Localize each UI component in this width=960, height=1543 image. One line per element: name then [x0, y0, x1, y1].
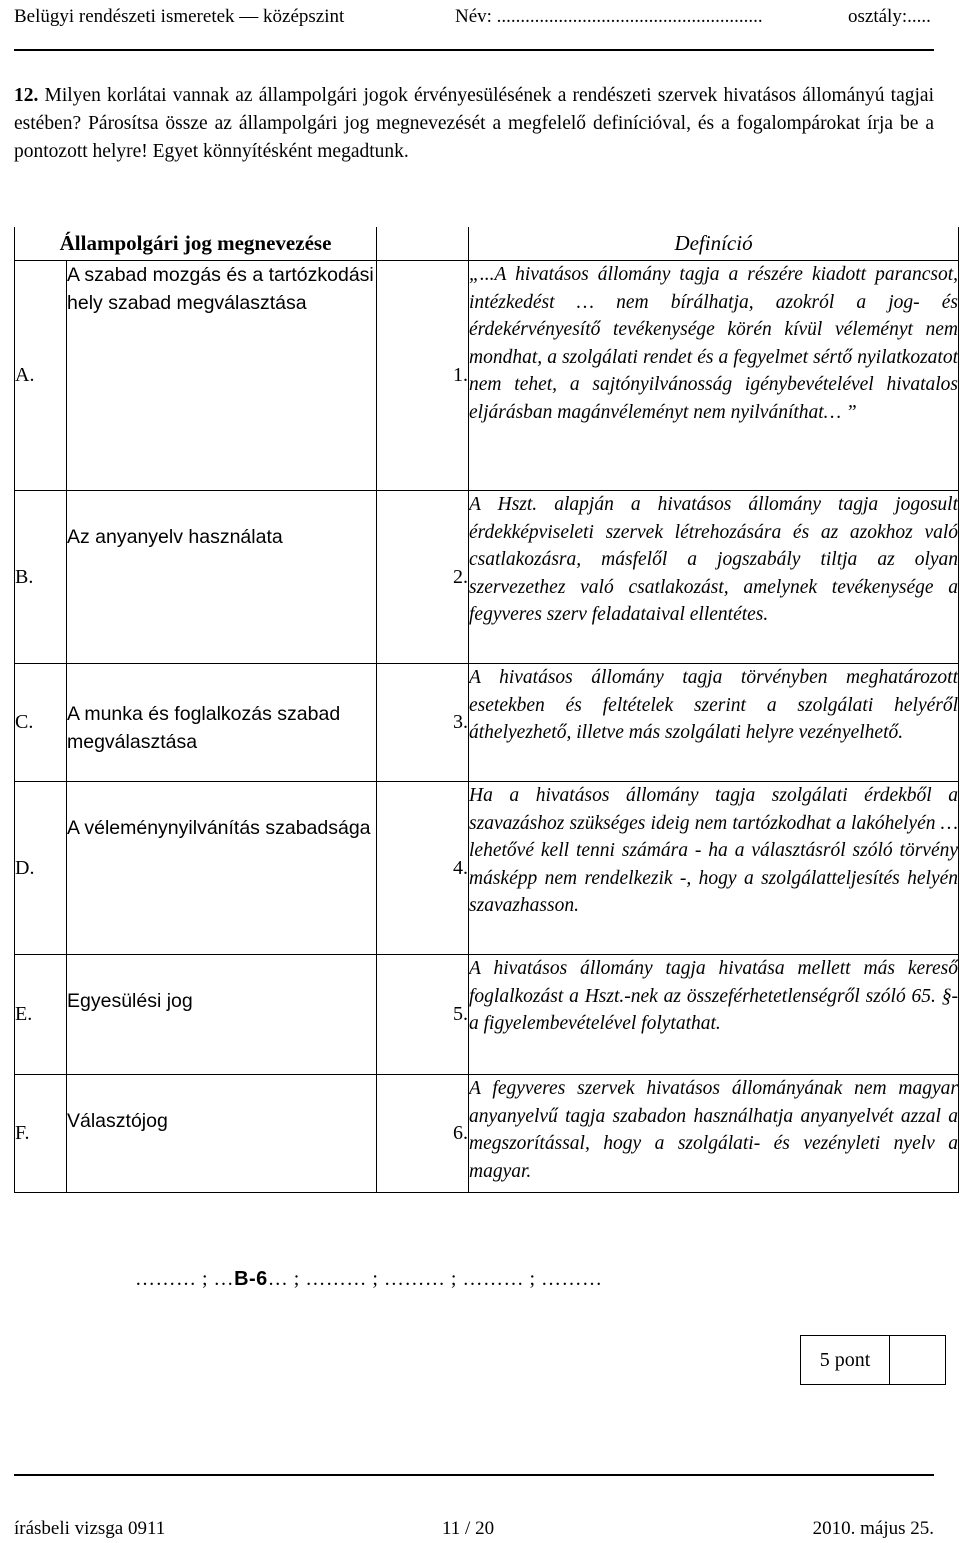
row-letter: D.: [15, 782, 67, 955]
table-header-row: [15, 227, 959, 261]
row-number: 3.: [377, 664, 469, 782]
col-number-header: [377, 227, 469, 261]
answer-line[interactable]: [135, 1268, 603, 1291]
header-name-field: Név: ........................................................: [455, 6, 763, 27]
table-row: [15, 1075, 959, 1193]
definition: A Hszt. alapján a hivatásos állomány tagja jogosult érdekképviseleti szervek létrehozására és az azokhoz való csatlakozásra, másfelől a jogszabály tiltja az olyan szervezethez való csatlakozást, amelynek tevékenysége a fegyveres szerv feladataival ellentétes.: [469, 491, 959, 664]
definition: Ha a hivatásos állomány tagja szolgálati érdekből a szavazáshoz szükséges ideig nem tartózkodhat a lakóhelyén … lehetővé kell tenni számára - ha a választásról szóló törvény másképp nem rendelkezik -, hogy a szolgálatteljesítés helyén szavazhasson.: [469, 782, 959, 955]
header-rule: [14, 49, 934, 51]
definition: A hivatásos állomány tagja hivatása mellett más kereső foglalkozást a Hszt.-nek az összeférhetetlenségről szóló 65. §-a figyelembevételével folytathat.: [469, 955, 959, 1075]
table-row: [15, 955, 959, 1075]
row-number: 2.: [377, 491, 469, 664]
row-letter: B.: [15, 491, 67, 664]
answer-blanks-before: ……… ; …: [135, 1268, 235, 1290]
page-header: [14, 6, 934, 40]
right-name: A munka és foglalkozás szabad megválasztása: [67, 664, 377, 782]
row-letter: C.: [15, 664, 67, 782]
footer-rule: [14, 1474, 934, 1476]
footer-page-number: 11 / 20: [442, 1518, 495, 1539]
row-letter: A.: [15, 261, 67, 491]
points-label: 5 pont: [801, 1336, 890, 1384]
row-letter: E.: [15, 955, 67, 1075]
col-left-header: Állampolgári jog megnevezése: [15, 227, 377, 261]
points-box: [800, 1335, 946, 1385]
points-score-cell[interactable]: [890, 1336, 945, 1384]
right-name: A véleménynyilvánítás szabadsága: [67, 782, 377, 955]
row-letter: F.: [15, 1075, 67, 1193]
row-number: 1.: [377, 261, 469, 491]
question-body: Milyen korlátai vannak az állampolgári jogok érvényesülésének a rendészeti szervek hivatásos állományú tagjai estében? Párosítsa össze az állampolgári jog megnevezését a megfelelő definícióval, és a fogalompárokat írja be a pontozott helyre! Egyet könnyítésként megadtunk.: [14, 85, 934, 162]
table-row: [15, 782, 959, 955]
right-name: A szabad mozgás és a tartózkodási hely szabad megválasztása: [67, 261, 377, 491]
answer-given-pair: B-6: [234, 1268, 268, 1290]
col-right-header: Definíció: [469, 227, 959, 261]
definition: A hivatásos állomány tagja törvényben meghatározott esetekben és feltételek szerint a szolgálati helyéről áthelyezhető, illetve más szolgálati helyre vezényelhető.: [469, 664, 959, 782]
table-row: [15, 664, 959, 782]
question-text: [14, 82, 934, 166]
row-number: 6.: [377, 1075, 469, 1193]
right-name: Választójog: [67, 1075, 377, 1193]
definition: A fegyveres szervek hivatásos állományának nem magyar anyanyelvű tagja szabadon használhatja anyanyelvét azzal a megszorítással, hogy a szolgálati- és vezényleti nyelv a magyar.: [469, 1075, 959, 1193]
right-name: Egyesülési jog: [67, 955, 377, 1075]
right-name: Az anyanyelv használata: [67, 491, 377, 664]
row-number: 4.: [377, 782, 469, 955]
table-row: [15, 261, 959, 491]
row-number: 5.: [377, 955, 469, 1075]
footer-exam: írásbeli vizsga 0911: [14, 1518, 166, 1539]
footer-date: 2010. május 25.: [812, 1518, 934, 1539]
header-class-field: osztály:.....: [848, 6, 931, 27]
question-number: 12.: [14, 85, 39, 106]
definition: „...A hivatásos állomány tagja a részére kiadott parancsot, intézkedést … nem bírálhatja, azokról a jog- és érdekérvényesítő tevékenysége körén kívül véleményt nem mondhat, a szolgálati rendet és a fegyelmet sértő nyilatkozatot nem tehet, a sajtónyilvánosság igénybevételével hivatalos eljárásban magánvéleményt nem nyilváníthat… ”: [469, 261, 959, 491]
table-row: [15, 491, 959, 664]
answer-blanks-after: … ; ……… ; ……… ; ……… ; ………: [267, 1268, 603, 1290]
header-subject: Belügyi rendészeti ismeretek — középszint: [14, 6, 345, 27]
matching-table: [14, 227, 959, 1193]
